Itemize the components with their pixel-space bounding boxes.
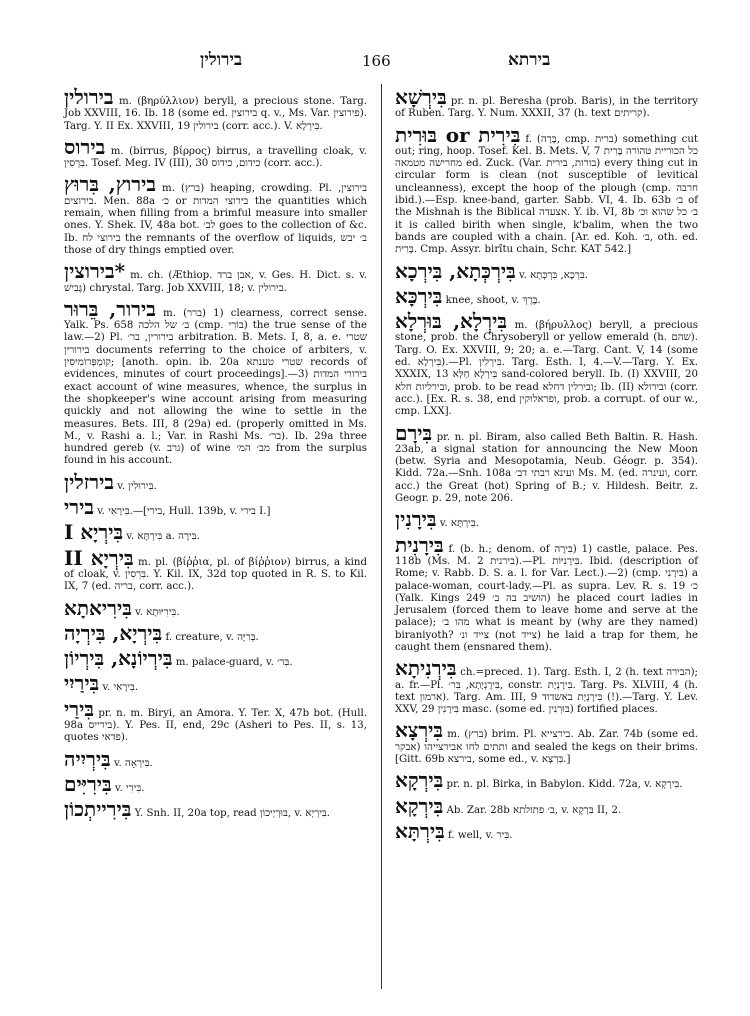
dictionary-entry <box>64 647 367 669</box>
entry-text: v. בִּירְתָּא. <box>439 518 480 530</box>
entry-headword: בִּירְצָא <box>395 718 444 743</box>
entry-headword: בִּירִית or בּוּרִית <box>395 122 521 147</box>
entry-text: pr. n. pl. Beresha (prob. Baris), in the territory of Ruben. Targ. Y. Num. XXXII, 37 (h. text קריתים). <box>395 96 698 120</box>
dictionary-entry <box>64 298 367 468</box>
dictionary-entry <box>395 260 698 282</box>
entry-headword: בִּירָנִית <box>395 532 444 557</box>
entry-text: knee, shoot, v. בֶּרֶךְ. <box>445 294 541 306</box>
dictionary-entry <box>395 769 698 791</box>
dictionary-entry <box>64 136 367 171</box>
entry-text: v. בִּירָאִי. <box>102 682 139 694</box>
dictionary-entry <box>64 471 367 493</box>
dictionary-entry <box>64 672 367 694</box>
entry-headword: בִּירְשָׁא <box>395 85 447 109</box>
entry-headword: בִּירִיִּים <box>64 771 112 796</box>
right-column <box>395 86 698 845</box>
dictionary-entry <box>64 173 367 257</box>
entry-headword: בירור, בֵּרוּר <box>64 296 156 321</box>
dictionary-entry <box>395 719 698 766</box>
entry-headword: בִּירִייתְכוֹן <box>64 797 132 822</box>
dictionary-entry <box>395 508 698 530</box>
dictionary-entry <box>64 773 367 795</box>
entry-headword: בִּירְלָא, בּוּרְלָא <box>395 309 507 334</box>
dictionary-entry <box>64 260 367 295</box>
left-column <box>64 86 367 823</box>
entry-text: Y. Snh. II, 20a top, read בּוּרְיְיכוֹן, v. בִּירְיָא. <box>134 808 331 820</box>
entry-headword: בִּירְיִיה <box>64 746 111 771</box>
dictionary-entry <box>64 622 367 644</box>
dictionary-entry <box>64 597 367 619</box>
dictionary-entry <box>395 285 698 307</box>
running-head-right: בירתא <box>508 50 551 70</box>
entry-text: m. (ברץ) heaping, crowding. Pl. בירוצין, בירוצים. Men. 88a כ׳ or בירוצי המדות the quantities which remain, when filling from a brimful measure into smaller ones. Y. Shek. IV, 48a bot. לב׳ goes to the collection of &c. Ib. בירוצי לח the remnants of the overflow of liquids, ב׳ יבש those of dry things emptied over. <box>64 183 368 256</box>
entry-text: m. (birrus, βίρρος) birrus, a travelling cloak, v. בִּרְסִין. Tosef. Meg. IV (III), 30 כידום, כידוס (corr. acc.). <box>64 145 367 170</box>
entry-text: f. creature, v. בְּרִיָּה. <box>165 631 259 643</box>
entry-headword: בירולין <box>64 85 114 109</box>
entry-headword: בִּירְכְּתָא, בִּירְכָא <box>395 258 516 283</box>
entry-text: pr. n. pl. Birka, in Babylon. Kidd. 72a, v. בִּירְקָא. <box>446 779 683 791</box>
entry-text: v. בִּירְתָּא a. בִּירָה. <box>126 531 200 543</box>
entry-text: v. בִּירִי. <box>114 782 145 794</box>
dictionary-entry <box>395 310 698 418</box>
entry-headword: בִּירְקָא <box>395 793 444 818</box>
entry-text: Ab. Zar. 28b ב׳ פתולתא, v. בִּרְקָא II, 2. <box>446 804 622 816</box>
dictionary-entry <box>395 657 698 716</box>
running-head-left: בירולין <box>200 50 243 70</box>
dictionary-entry <box>64 798 367 820</box>
dictionary-entry <box>64 496 367 518</box>
entry-text: m. (βήρυλλος) beryll, a precious stone, prob. the Chrysoberyll or yellow emerald (h. שהם). Targ. O. Ex. XXVIII, 9; 20; a. e.—Targ. Cant. V, 14 (some ed. בִּירְלָא).—Pl. בִּירְלִין. Targ. Esth. I, 4.—V.—Targ. Y. Ex. XXXIX, 13 בִּירְלָא חַלָּא sand-colored beryll. Ib. (I) XXVIII, 20 ובירליות חלא, prob. to be read ובירלין דחלא; Ib. (II) ובירולא (corr. acc.). [Ex. R. s. 38, end ופראלוקין, prob. a corrupt. of our w., cmp. LXX]. <box>395 320 698 418</box>
entry-headword: בִּירְכָּא <box>395 283 443 308</box>
entry-headword: בִּירְיוֹנָא, בִּירְיוֹן <box>64 646 173 671</box>
entry-headword: בִּירָם <box>395 420 433 445</box>
entry-headword: בירי <box>64 495 94 520</box>
entry-headword: *בירוצין <box>64 259 126 284</box>
entry-text: v. בִּירִיּוּתָא. <box>135 606 180 618</box>
dictionary-entry <box>395 795 698 817</box>
entry-headword: בִּירְקָא <box>395 768 444 793</box>
entry-text: f. well, v. בִּיר. <box>448 829 513 841</box>
entry-text: v. בִּירָאִי.—[בירי, Hull. 139b, v. בירי I.] <box>97 506 271 518</box>
entry-text: m. (ברץ) brim. Pl. בירצייא. Ab. Zar. 74b (some ed. אבקר) ותתים לחו אבירצייהו and sealed the kegs on their brims. [Gitt. 69b בירצא, some ed., v. בִּרְצָא.] <box>395 729 698 766</box>
entry-headword: בירוץ, בִּרוּץ <box>64 172 156 197</box>
dictionary-entry <box>395 86 698 121</box>
entry-text: v. בִּירוּלִין. <box>117 480 157 492</box>
entry-text: pr. n. pl. Biram, also called Beth Baltin. R. Hash. 23ab, a signal station for announcing the New Moon (betw. Syria and Mesopotamia, Neub. Géogr. p. 354). Kidd. 72a.—Snh. 108a ועינא רבתי דב׳ Ms. M. (ed. ועינרה, corr. acc.) the Great (hot) Spring of B.; v. Hildesh. Beitr. z. Geogr. p. 29, note 206. <box>395 431 698 505</box>
entry-headword: בִּירַיִי <box>64 671 100 696</box>
entry-text: m. palace-guard, v. בִּר׳. <box>175 657 293 669</box>
dictionary-entry <box>64 521 367 543</box>
dictionary-entry <box>64 698 367 745</box>
entry-headword: בִּירִיאתָא <box>64 595 132 620</box>
dictionary-entry <box>64 86 367 133</box>
entry-text: v. בִּירְאָה. <box>113 757 153 769</box>
entry-text: m. (βηρύλλιον) beryll, a precious stone. Targ. Job XXVIII, 16. Ib. 18 (some ed. בירוצין q. v., Ms. Var. פירוצין). Targ. Y. II Ex. XXVIII, 19 בירולין (corr. acc.). V. בִּירְלָא. <box>64 96 367 132</box>
page-number: 166 <box>362 52 391 70</box>
entry-text: f. (b. h.; denom. of בִּירָה) 1) castle, palace. Pes. 118b (Ms. M. 2 בירנית).—Pl. בִּירָנִיּוֹת. Ibid. (description of Rome; v. Rabb. D. S. a. l. for Var. Lect.).—2) (cmp. בִּירָנִי) a palace-woman, court-lady.—Pl. as supra. Lev. R. s. 19 כ׳ (Yalk. Kings 249 הושיב בה ב׳) he placed court ladies in Jerusalem (forced them to leave home and serve at the palace); מהו ב׳ what is meant by (why are they named) biraniyoth? צייד ונ׳ (not צייד) he laid a trap for them, he caught them (ensnared them). <box>395 543 699 653</box>
entry-headword: בִּירְיָא II <box>64 545 134 570</box>
column-divider <box>381 84 382 989</box>
entry-headword: בִּירְיָא, בִּירְיָה <box>64 620 163 645</box>
entry-headword: בִּירַי <box>64 696 94 721</box>
dictionary-entry <box>395 124 698 257</box>
entry-text: pr. n. m. Biryi, an Amora. Y. Ter. X, 47b bot. (Hull. 98a בירייס). Y. Pes. II, end, 29c (Asheri to Pes. II, s. 13, quotes פדאי). <box>64 707 367 744</box>
dictionary-entry <box>64 748 367 770</box>
entry-headword: בִּירְיָא I <box>64 520 124 545</box>
dictionary-entry <box>395 820 698 842</box>
dictionary-entry <box>64 547 367 594</box>
entry-headword: בִּירְתָּא <box>395 818 445 843</box>
entry-headword: בירזלין <box>64 469 114 494</box>
dictionary-entry <box>395 534 698 655</box>
entry-headword: בִּירְנִיתָא <box>395 656 457 681</box>
entry-headword: בִּירָנִין <box>395 507 437 532</box>
entry-text: m. pl. (βίῤῥια, pl. of βίῤῥιον) birrus, a kind of cloak, v. בִּרְסִין. Y. Kil. IX, 32d top quoted in R. S. to Kil. IX, 7 (ed. בריה, corr. acc.). <box>64 556 367 593</box>
dictionary-entry <box>395 422 698 506</box>
entry-text: ch.=preced. 1). Targ. Esth. I, 2 (h. text הבירה); a. fr.—Pl. בִּירָנְיָתָא, בִּר׳, constr. בִּירָנְיָת. Targ. Ps. XLVIII, 4 (h. text ארמון). Targ. Am. III, 9 בִּירָנְיָת באשדוד (!).—Targ. Y. Lev. XXV, 29 בִּירָנִין masc. (some ed. בּוּרְנִין) fortified places. <box>395 667 699 716</box>
entry-text: v. בִּרְכָא, בִּרְכְּתָא. <box>519 269 589 281</box>
entry-text: f. (בָּרָה, cmp. ברית) something cut out; ring, hoop. Tosef. Kel. B. Mets. V, 7 כל הכוריית טהורה בָּרִית מחרישה מטמאה ed. Zuck. (Var. בורות, בירית) every thing cut in circular form is clean (not susceptible of levitical uncleanness), except the hoop of the plough (cmp. חרבה ibid.).—Esp. knee-band, garter. Sabb. VI, 4. Ib. 63b ב׳ of the Mishnah is the Biblical אצעדה. Y. ib. VI, 8b ב׳ כל שהוא וכ׳ it is called birith when single, k'balim, when the two bands are coupled with a chain. [Ar. ed. Koh. ב׳, oth. ed. בָּרִית. Cmp. Assyr. birîtu chain, Schr. KAT 542.] <box>395 133 699 256</box>
page-header <box>0 50 750 74</box>
entry-text: m. (ברר) 1) clearness, correct sense. Yalk. Ps. 658 ב׳ של הלכה (cmp. בוֹרִי) the true sense of the law.—2) Pl. בירורין, בר׳ arbitration. B. Mets. I, 8, a. e. שטרי בירורין documents referring to the choice of arbiters, v. קוֹמְפְּרוֹמִיסִין; [anoth. opin. ib. 20a שטרי טענתא records of evidences, minutes of court proceedings].—3) בירורי המדות exact account of wine measures, whence, the surplus in the shopkeeper's wine account arising from measuring quickly and not allowing the wine to settle in the measures. Bets. III, 8 (29a) ed. (properly omitted in Ms. M., v. Rashi a. l.; Var. in Rashi Ms. בר׳). Ib. 29a three hundred gereb (v. גרב) of wine מב׳ המ׳ from the surplus found in his account. <box>64 307 367 467</box>
entry-text: m. ch. (Æthiop. אבן ברד, v. Ges. H. Dict. s. v. גָּבִישׁ) chrystal. Targ. Job XXVIII, 18; v. בירולין. <box>64 270 368 294</box>
entry-headword: בירוס <box>64 134 106 159</box>
